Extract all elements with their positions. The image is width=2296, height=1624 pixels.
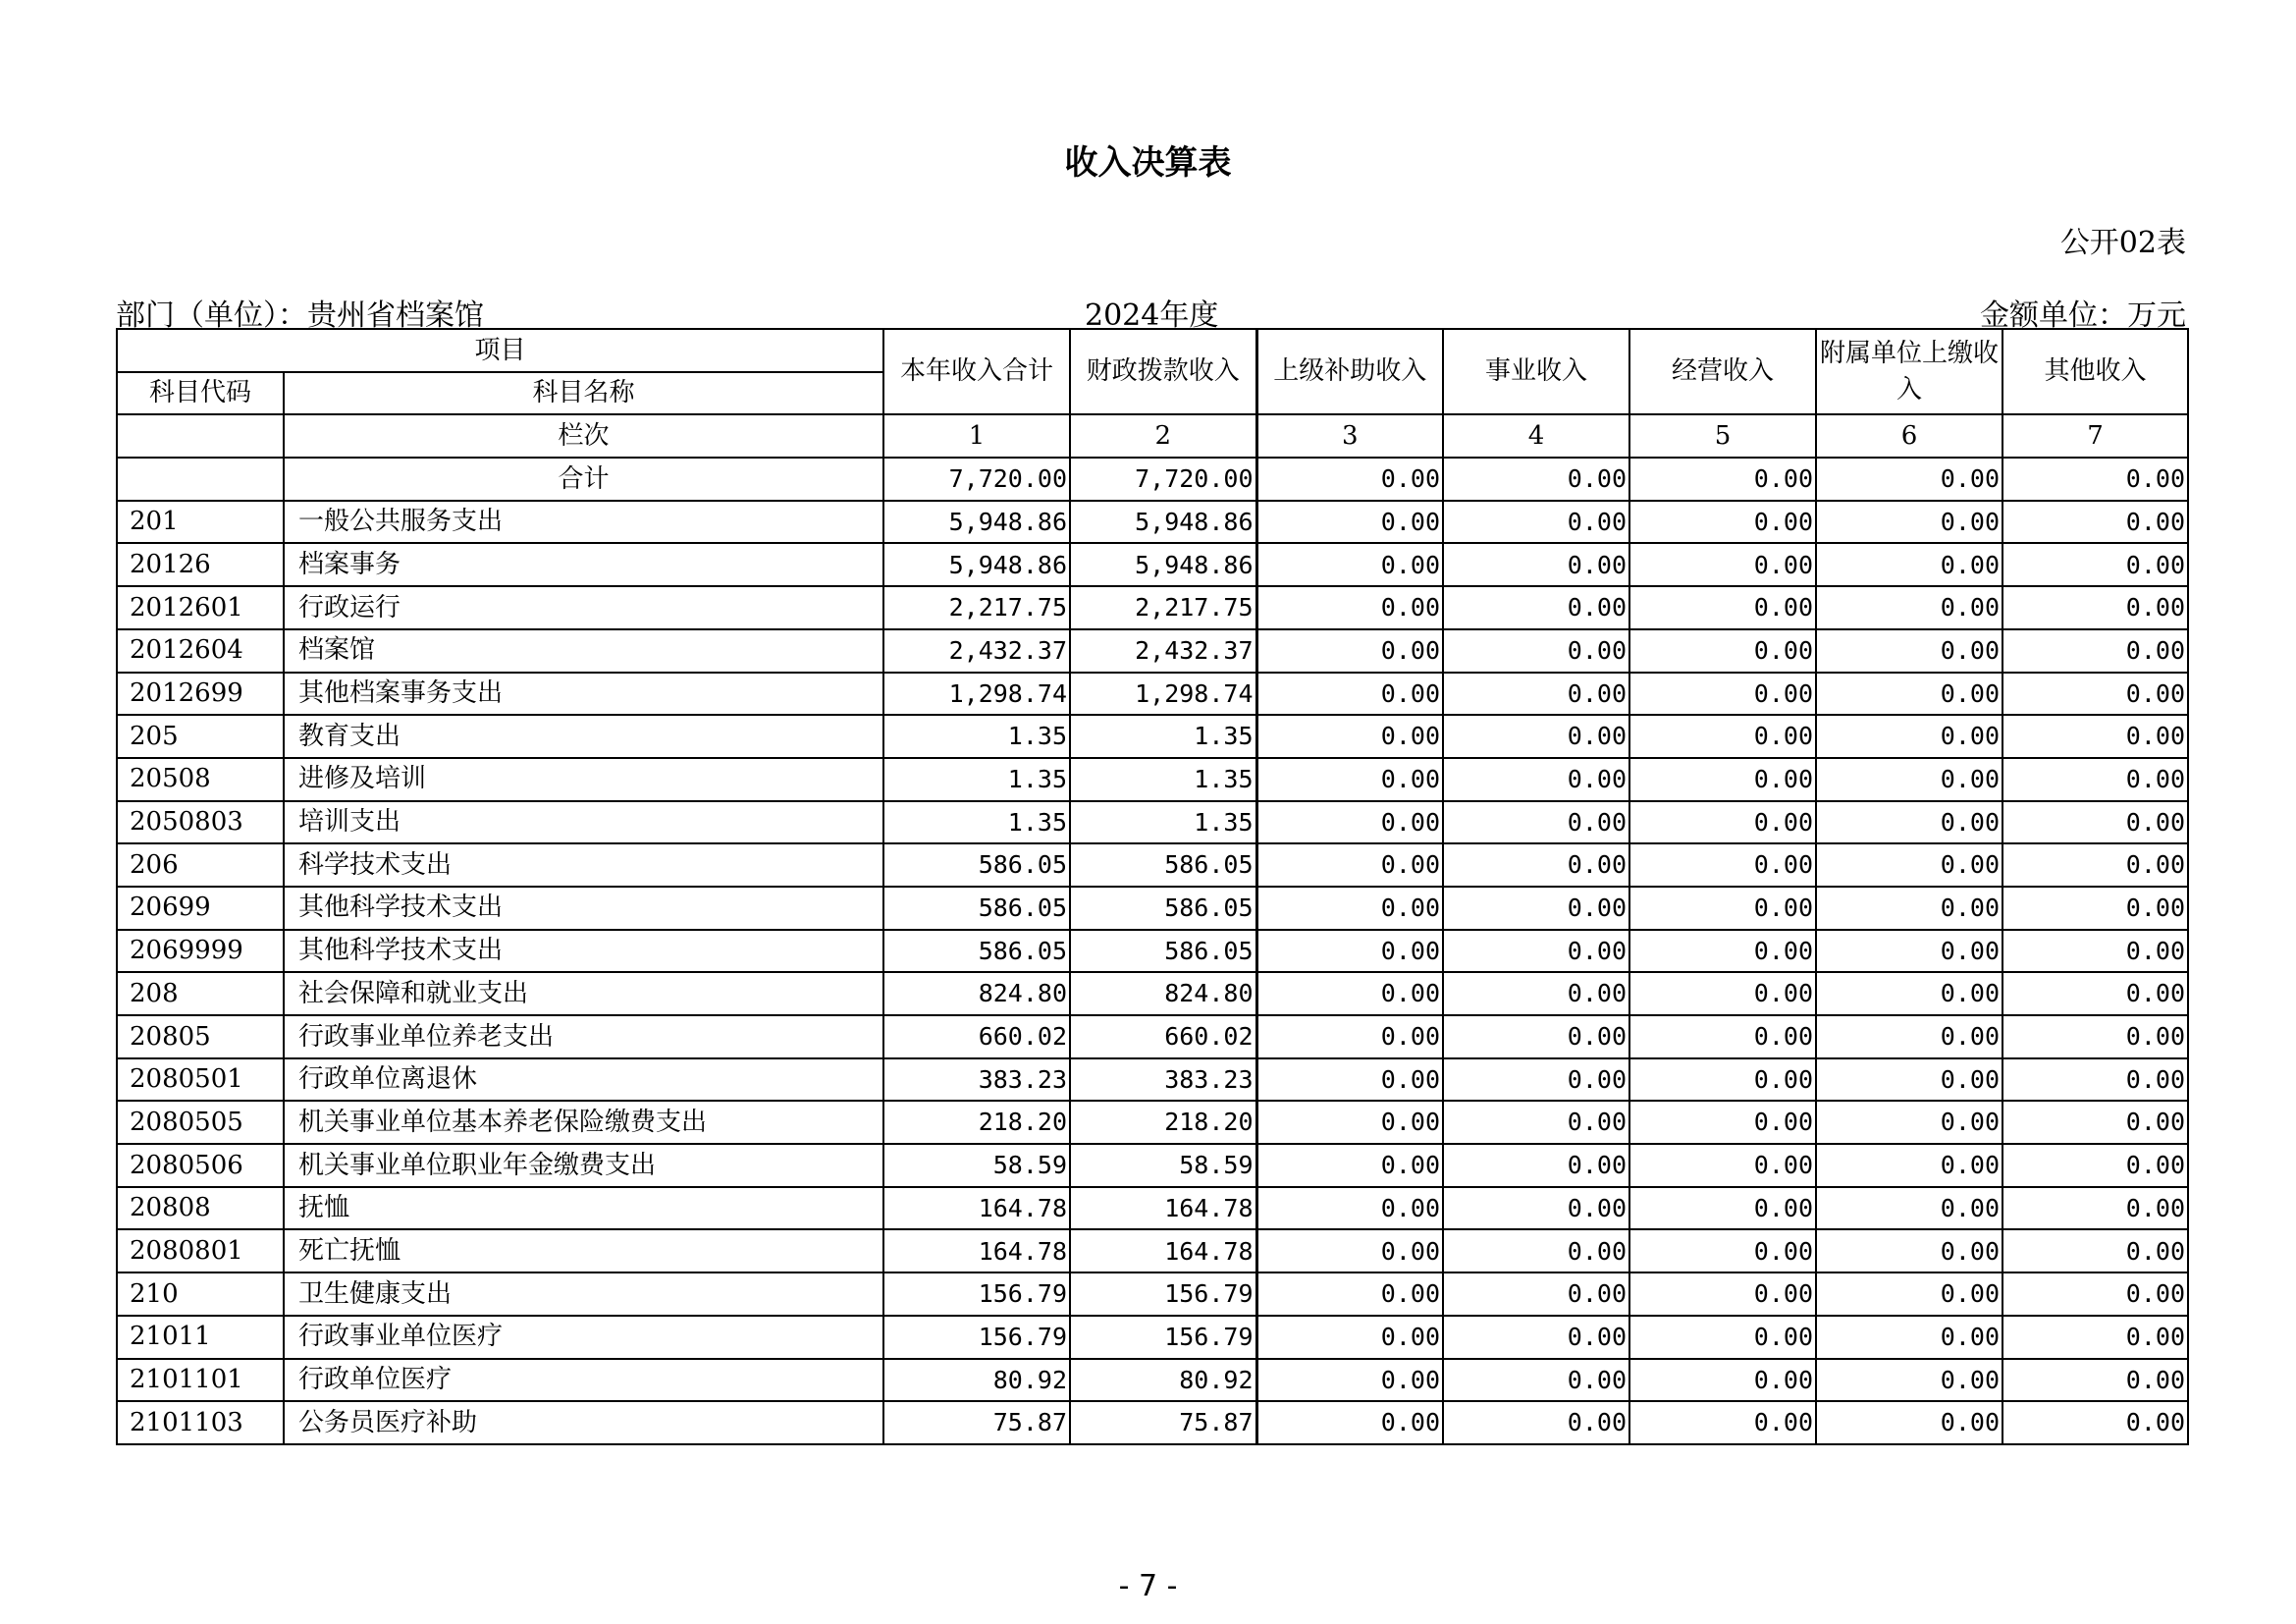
amount-cell: 0.00 [1816, 1187, 2002, 1230]
table-row [117, 1058, 2188, 1102]
amount-cell: 1,298.74 [1070, 673, 1256, 716]
amount-cell: 0.00 [1256, 1272, 1443, 1316]
amount-cell: 0.00 [1256, 586, 1443, 629]
amount-cell: 0.00 [2002, 715, 2188, 758]
amount-cell: 1.35 [883, 715, 1070, 758]
table-row [117, 1229, 2188, 1272]
amount-cell: 0.00 [1443, 715, 1629, 758]
amount-cell: 0.00 [1443, 1101, 1629, 1144]
amount-cell: 0.00 [1629, 843, 1816, 887]
total-row [117, 458, 2188, 501]
total-value: 0.00 [1443, 458, 1629, 501]
subject-name: 行政事业单位医疗 [284, 1316, 883, 1359]
amount-cell: 0.00 [1443, 1187, 1629, 1230]
total-value: 0.00 [1816, 458, 2002, 501]
index-num: 4 [1443, 414, 1629, 458]
header-col5: 经营收入 [1629, 329, 1816, 414]
subject-name: 社会保障和就业支出 [284, 972, 883, 1015]
department-label: 部门（单位）：贵州省档案馆 [116, 298, 484, 333]
amount-cell: 0.00 [2002, 930, 2188, 973]
amount-cell: 0.00 [1256, 1316, 1443, 1359]
subject-code: 20508 [117, 758, 284, 801]
amount-cell: 0.00 [1629, 715, 1816, 758]
table-row [117, 1316, 2188, 1359]
table-row [117, 1144, 2188, 1187]
amount-cell: 0.00 [1443, 586, 1629, 629]
table-row [117, 1015, 2188, 1058]
amount-cell: 156.79 [1070, 1272, 1256, 1316]
amount-cell: 0.00 [1256, 1359, 1443, 1402]
amount-cell: 156.79 [883, 1316, 1070, 1359]
income-table [116, 328, 2189, 1445]
amount-cell: 75.87 [1070, 1401, 1256, 1444]
amount-cell: 1.35 [1070, 715, 1256, 758]
subject-code: 21011 [117, 1316, 284, 1359]
amount-cell: 0.00 [1256, 930, 1443, 973]
amount-cell: 0.00 [1816, 887, 2002, 930]
amount-cell: 0.00 [1629, 1187, 1816, 1230]
amount-cell: 2,432.37 [1070, 629, 1256, 673]
amount-cell: 0.00 [2002, 1144, 2188, 1187]
amount-cell: 0.00 [2002, 629, 2188, 673]
amount-cell: 0.00 [1443, 930, 1629, 973]
amount-cell: 0.00 [1256, 501, 1443, 544]
amount-cell: 0.00 [1629, 1401, 1816, 1444]
subject-name: 一般公共服务支出 [284, 501, 883, 544]
amount-cell: 0.00 [1629, 758, 1816, 801]
amount-cell: 0.00 [1443, 1359, 1629, 1402]
amount-cell: 0.00 [1629, 543, 1816, 586]
amount-cell: 156.79 [883, 1272, 1070, 1316]
subject-name: 行政单位医疗 [284, 1359, 883, 1402]
amount-cell: 58.59 [1070, 1144, 1256, 1187]
amount-unit: 金额单位：万元 [1980, 298, 2186, 333]
amount-cell: 0.00 [1256, 1058, 1443, 1102]
index-num: 1 [883, 414, 1070, 458]
table-row [117, 887, 2188, 930]
amount-cell: 0.00 [1443, 843, 1629, 887]
amount-cell: 80.92 [883, 1359, 1070, 1402]
amount-cell: 0.00 [1256, 629, 1443, 673]
subject-code: 2069999 [117, 930, 284, 973]
amount-cell: 0.00 [2002, 801, 2188, 844]
amount-cell: 0.00 [2002, 1401, 2188, 1444]
table-row [117, 586, 2188, 629]
subject-name: 档案事务 [284, 543, 883, 586]
amount-cell: 0.00 [1443, 758, 1629, 801]
index-num: 7 [2002, 414, 2188, 458]
total-value: 7,720.00 [883, 458, 1070, 501]
amount-cell: 0.00 [1816, 1144, 2002, 1187]
table-row [117, 1187, 2188, 1230]
table-row [117, 1272, 2188, 1316]
amount-cell: 0.00 [1629, 887, 1816, 930]
amount-cell: 0.00 [2002, 586, 2188, 629]
subject-name: 行政运行 [284, 586, 883, 629]
amount-cell: 1.35 [883, 758, 1070, 801]
amount-cell: 0.00 [1443, 1272, 1629, 1316]
amount-cell: 586.05 [1070, 843, 1256, 887]
amount-cell: 0.00 [1816, 1229, 2002, 1272]
amount-cell: 0.00 [1443, 1144, 1629, 1187]
subject-code: 205 [117, 715, 284, 758]
amount-cell: 0.00 [1443, 673, 1629, 716]
amount-cell: 2,217.75 [1070, 586, 1256, 629]
amount-cell: 58.59 [883, 1144, 1070, 1187]
table-row [117, 972, 2188, 1015]
page-title: 收入决算表 [1064, 143, 1232, 183]
index-num: 3 [1256, 414, 1443, 458]
index-num: 5 [1629, 414, 1816, 458]
header-item: 项目 [117, 329, 883, 372]
amount-cell: 660.02 [1070, 1015, 1256, 1058]
amount-cell: 0.00 [2002, 887, 2188, 930]
subject-code: 2050803 [117, 801, 284, 844]
amount-cell: 0.00 [1443, 1316, 1629, 1359]
amount-cell: 0.00 [1816, 586, 2002, 629]
amount-cell: 0.00 [1816, 543, 2002, 586]
amount-cell: 1.35 [883, 801, 1070, 844]
amount-cell: 0.00 [1816, 1359, 2002, 1402]
amount-cell: 0.00 [1443, 629, 1629, 673]
index-label: 栏次 [284, 414, 883, 458]
form-code: 公开02表 [2059, 226, 2186, 260]
amount-cell: 0.00 [1816, 801, 2002, 844]
amount-cell: 0.00 [1256, 1187, 1443, 1230]
amount-cell: 0.00 [1256, 673, 1443, 716]
amount-cell: 0.00 [1816, 501, 2002, 544]
amount-cell: 0.00 [2002, 1359, 2188, 1402]
amount-cell: 1.35 [1070, 801, 1256, 844]
amount-cell: 1.35 [1070, 758, 1256, 801]
amount-cell: 0.00 [1443, 972, 1629, 1015]
amount-cell: 383.23 [1070, 1058, 1256, 1102]
subject-name: 公务员医疗补助 [284, 1401, 883, 1444]
amount-cell: 218.20 [883, 1101, 1070, 1144]
amount-cell: 0.00 [2002, 673, 2188, 716]
amount-cell: 0.00 [1629, 1101, 1816, 1144]
table-row [117, 673, 2188, 716]
header-code: 科目代码 [117, 372, 284, 415]
subject-code: 20699 [117, 887, 284, 930]
subject-name: 档案馆 [284, 629, 883, 673]
index-num: 6 [1816, 414, 2002, 458]
amount-cell: 0.00 [1443, 501, 1629, 544]
amount-cell: 164.78 [883, 1229, 1070, 1272]
amount-cell: 0.00 [1256, 1144, 1443, 1187]
index-num: 2 [1070, 414, 1256, 458]
subject-name: 进修及培训 [284, 758, 883, 801]
amount-cell: 0.00 [1629, 930, 1816, 973]
amount-cell: 0.00 [1816, 758, 2002, 801]
table-row [117, 629, 2188, 673]
amount-cell: 5,948.86 [883, 543, 1070, 586]
amount-cell: 0.00 [1256, 972, 1443, 1015]
table-row [117, 1359, 2188, 1402]
amount-cell: 0.00 [1256, 887, 1443, 930]
subject-code: 20126 [117, 543, 284, 586]
total-value: 0.00 [2002, 458, 2188, 501]
table-row [117, 715, 2188, 758]
amount-cell: 0.00 [1256, 543, 1443, 586]
table-row [117, 1401, 2188, 1444]
subject-name: 机关事业单位基本养老保险缴费支出 [284, 1101, 883, 1144]
amount-cell: 0.00 [2002, 501, 2188, 544]
amount-cell: 0.00 [2002, 543, 2188, 586]
subject-code: 206 [117, 843, 284, 887]
amount-cell: 1,298.74 [883, 673, 1070, 716]
amount-cell: 0.00 [1816, 1272, 2002, 1316]
subject-name: 死亡抚恤 [284, 1229, 883, 1272]
amount-cell: 75.87 [883, 1401, 1070, 1444]
total-value: 0.00 [1629, 458, 1816, 501]
subject-code: 2101103 [117, 1401, 284, 1444]
amount-cell: 824.80 [883, 972, 1070, 1015]
amount-cell: 586.05 [1070, 930, 1256, 973]
header-row-1 [117, 329, 2188, 372]
subject-name: 培训支出 [284, 801, 883, 844]
subject-code: 210 [117, 1272, 284, 1316]
amount-cell: 0.00 [1816, 1101, 2002, 1144]
subject-name: 其他科学技术支出 [284, 930, 883, 973]
amount-cell: 824.80 [1070, 972, 1256, 1015]
subject-name: 卫生健康支出 [284, 1272, 883, 1316]
amount-cell: 0.00 [1629, 673, 1816, 716]
amount-cell: 2,217.75 [883, 586, 1070, 629]
amount-cell: 586.05 [883, 843, 1070, 887]
amount-cell: 0.00 [1629, 1272, 1816, 1316]
subject-code: 2012699 [117, 673, 284, 716]
subject-code: 2080801 [117, 1229, 284, 1272]
amount-cell: 0.00 [2002, 758, 2188, 801]
amount-cell: 0.00 [1256, 1101, 1443, 1144]
table-row [117, 843, 2188, 887]
amount-cell: 5,948.86 [883, 501, 1070, 544]
fiscal-year: 2024年度 [1085, 298, 1219, 333]
index-code-cell [117, 414, 284, 458]
subject-name: 行政单位离退休 [284, 1058, 883, 1102]
table-row [117, 543, 2188, 586]
subject-name: 抚恤 [284, 1187, 883, 1230]
subject-name: 其他科学技术支出 [284, 887, 883, 930]
total-label: 合计 [284, 458, 883, 501]
amount-cell: 0.00 [1629, 801, 1816, 844]
table-row [117, 1101, 2188, 1144]
amount-cell: 0.00 [1816, 843, 2002, 887]
amount-cell: 0.00 [1256, 843, 1443, 887]
header-name: 科目名称 [284, 372, 883, 415]
amount-cell: 0.00 [2002, 972, 2188, 1015]
subject-name: 行政事业单位养老支出 [284, 1015, 883, 1058]
subject-name: 教育支出 [284, 715, 883, 758]
amount-cell: 0.00 [2002, 1058, 2188, 1102]
amount-cell: 5,948.86 [1070, 501, 1256, 544]
subject-name: 科学技术支出 [284, 843, 883, 887]
amount-cell: 0.00 [1629, 1229, 1816, 1272]
subject-code: 208 [117, 972, 284, 1015]
amount-cell: 0.00 [2002, 843, 2188, 887]
header-col4: 事业收入 [1443, 329, 1629, 414]
amount-cell: 2,432.37 [883, 629, 1070, 673]
header-col1: 本年收入合计 [883, 329, 1070, 414]
subject-code: 20808 [117, 1187, 284, 1230]
amount-cell: 0.00 [1816, 930, 2002, 973]
amount-cell: 0.00 [2002, 1316, 2188, 1359]
subject-code: 2012601 [117, 586, 284, 629]
amount-cell: 0.00 [1629, 1058, 1816, 1102]
total-code-cell [117, 458, 284, 501]
amount-cell: 0.00 [2002, 1229, 2188, 1272]
amount-cell: 164.78 [1070, 1187, 1256, 1230]
subject-code: 2080505 [117, 1101, 284, 1144]
amount-cell: 0.00 [1443, 1015, 1629, 1058]
amount-cell: 0.00 [1629, 586, 1816, 629]
amount-cell: 0.00 [1256, 1229, 1443, 1272]
amount-cell: 0.00 [1816, 715, 2002, 758]
subject-code: 2080501 [117, 1058, 284, 1102]
amount-cell: 0.00 [1256, 715, 1443, 758]
subject-name: 其他档案事务支出 [284, 673, 883, 716]
amount-cell: 0.00 [1443, 1401, 1629, 1444]
amount-cell: 0.00 [1443, 543, 1629, 586]
amount-cell: 0.00 [1256, 1015, 1443, 1058]
amount-cell: 164.78 [883, 1187, 1070, 1230]
subject-name: 机关事业单位职业年金缴费支出 [284, 1144, 883, 1187]
amount-cell: 383.23 [883, 1058, 1070, 1102]
subject-code: 201 [117, 501, 284, 544]
total-value: 7,720.00 [1070, 458, 1256, 501]
amount-cell: 0.00 [1443, 1229, 1629, 1272]
amount-cell: 218.20 [1070, 1101, 1256, 1144]
amount-cell: 0.00 [1629, 629, 1816, 673]
amount-cell: 0.00 [1256, 758, 1443, 801]
amount-cell: 0.00 [1816, 1401, 2002, 1444]
amount-cell: 0.00 [2002, 1187, 2188, 1230]
amount-cell: 0.00 [1629, 1316, 1816, 1359]
index-row [117, 414, 2188, 458]
table-row [117, 930, 2188, 973]
amount-cell: 586.05 [1070, 887, 1256, 930]
subject-code: 2101101 [117, 1359, 284, 1402]
total-value: 0.00 [1256, 458, 1443, 501]
amount-cell: 0.00 [2002, 1015, 2188, 1058]
subject-code: 2012604 [117, 629, 284, 673]
table-row [117, 501, 2188, 544]
amount-cell: 0.00 [2002, 1101, 2188, 1144]
amount-cell: 164.78 [1070, 1229, 1256, 1272]
table-row [117, 758, 2188, 801]
header-col3: 上级补助收入 [1256, 329, 1443, 414]
subject-code: 2080506 [117, 1144, 284, 1187]
amount-cell: 0.00 [1443, 801, 1629, 844]
header-col2: 财政拨款收入 [1070, 329, 1256, 414]
amount-cell: 0.00 [1816, 1015, 2002, 1058]
amount-cell: 0.00 [1629, 501, 1816, 544]
amount-cell: 80.92 [1070, 1359, 1256, 1402]
amount-cell: 0.00 [1816, 1058, 2002, 1102]
amount-cell: 0.00 [1816, 1316, 2002, 1359]
amount-cell: 586.05 [883, 887, 1070, 930]
amount-cell: 0.00 [1629, 1144, 1816, 1187]
amount-cell: 586.05 [883, 930, 1070, 973]
amount-cell: 0.00 [1443, 887, 1629, 930]
amount-cell: 0.00 [1443, 1058, 1629, 1102]
header-col6: 附属单位上缴收入 [1816, 329, 2002, 414]
amount-cell: 0.00 [1256, 1401, 1443, 1444]
amount-cell: 0.00 [1816, 972, 2002, 1015]
amount-cell: 0.00 [2002, 1272, 2188, 1316]
amount-cell: 5,948.86 [1070, 543, 1256, 586]
amount-cell: 0.00 [1256, 801, 1443, 844]
amount-cell: 0.00 [1629, 972, 1816, 1015]
page-number: - 7 - [1118, 1569, 1178, 1603]
subject-code: 20805 [117, 1015, 284, 1058]
amount-cell: 0.00 [1816, 673, 2002, 716]
amount-cell: 660.02 [883, 1015, 1070, 1058]
header-col7: 其他收入 [2002, 329, 2188, 414]
amount-cell: 0.00 [1629, 1359, 1816, 1402]
amount-cell: 156.79 [1070, 1316, 1256, 1359]
table-row [117, 801, 2188, 844]
amount-cell: 0.00 [1629, 1015, 1816, 1058]
amount-cell: 0.00 [1816, 629, 2002, 673]
